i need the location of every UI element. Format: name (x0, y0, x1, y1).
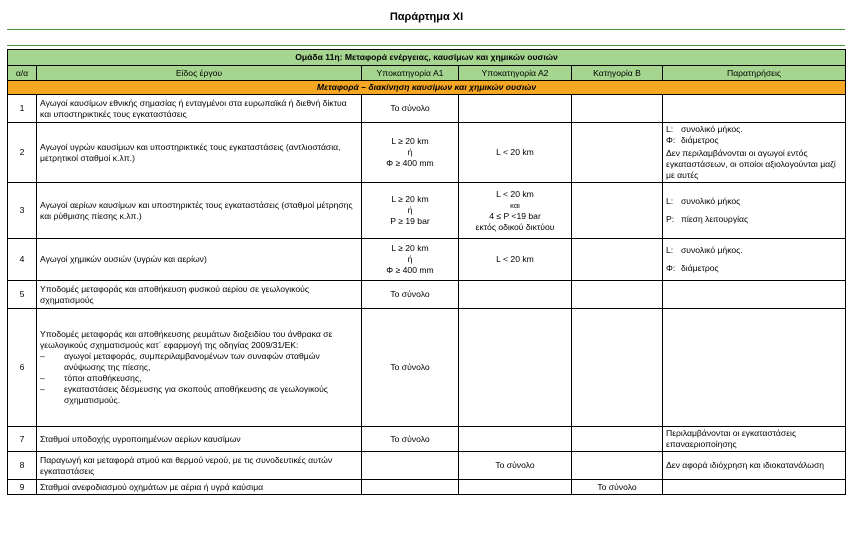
project-type-bullet (40, 384, 358, 406)
note-text: συνολικό μήκος. (681, 124, 743, 134)
category-b-cell (572, 239, 663, 281)
section-header-row (8, 81, 846, 95)
note-key: L: (666, 196, 674, 206)
bullet-dash: – (40, 384, 45, 394)
table-top-divider (7, 45, 845, 46)
category-a2-line: εκτός οδικού δικτύου (475, 221, 555, 232)
row-number: 5 (8, 281, 37, 309)
table-row (8, 480, 846, 495)
notes-cell (663, 183, 846, 239)
row-number: 3 (8, 183, 37, 239)
note-line (666, 196, 842, 207)
category-a1-cell (362, 183, 459, 239)
category-a1-cell (362, 480, 459, 495)
note-key: L: (666, 245, 674, 255)
bullet-dash: – (40, 351, 45, 361)
note-text: συνολικό μήκος (681, 196, 741, 206)
note-text: Περιλαμβάνονται οι εγκαταστάσεις επαναεριοποίησης (666, 428, 797, 449)
category-b-cell (572, 95, 663, 123)
category-b-cell (572, 452, 663, 480)
category-a1-cell (362, 123, 459, 183)
row-number: 7 (8, 427, 37, 452)
note-text: Δεν περιλαμβάνονται οι αγωγοί εντός εγκαταστάσεων, οι οποίοι αξιολογούνται μαζί με αυτές (666, 148, 836, 180)
category-a1-line: Το σύνολο (390, 433, 430, 444)
note-text: πίεση λειτουργίας (681, 214, 749, 224)
category-a1-line: L ≥ 20 km (391, 136, 429, 146)
note-key: P: (666, 214, 675, 224)
category-b-cell (572, 309, 663, 427)
category-a2-cell (459, 183, 572, 239)
column-header-row (8, 66, 846, 81)
row-number: 4 (8, 239, 37, 281)
notes-cell (663, 123, 846, 183)
project-type: Αγωγοί αερίων καυσίμων και υποστηρικτές τους εγκαταστάσεις (σταθμοί μέτρησης και ρύθμισης πίεσης κ.λπ.) (40, 199, 353, 221)
column-header-num: α/α (8, 66, 37, 81)
project-type-bullet (40, 351, 358, 373)
category-b-cell (572, 427, 663, 452)
category-a1-line: Φ ≥ 400 mm (386, 265, 434, 275)
category-a1-line: L ≥ 20 km (391, 194, 429, 204)
notes-cell (663, 239, 846, 281)
note-text: διάμετρος (681, 263, 719, 273)
category-a2-line: και (510, 200, 520, 210)
bullet-text: τόποι αποθήκευσης, (64, 373, 142, 383)
category-a1-line: Το σύνολο (390, 103, 430, 113)
note-key: Φ: (666, 263, 676, 273)
category-a1-line: Φ ≥ 400 mm (386, 158, 434, 168)
project-type: Σταθμοί υποδοχής υγροποιημένων αερίων καυσίμων (40, 433, 241, 444)
category-b-cell (572, 123, 663, 183)
note-line (666, 124, 842, 135)
category-a1-line: ή (407, 254, 413, 264)
project-type: Υποδομές μεταφοράς και αποθήκευση φυσικού αερίου σε γεωλογικούς σχηματισμούς (40, 283, 309, 305)
note-line (666, 214, 842, 225)
note-text: Δεν αφορά ιδιόχρηση και ιδιοκατανάλωση (666, 460, 825, 470)
note-line (666, 263, 842, 274)
category-a1-cell (362, 452, 459, 480)
bullet-dash: – (40, 373, 45, 383)
project-type: Αγωγοί καυσίμων εθνικής σημασίας ή ενταγμένοι στα ευρωπαϊκά ή διεθνή δίκτυα και υποστηρικτικές τους εγκαταστάσεις (40, 97, 347, 119)
project-type-cell (37, 427, 362, 452)
category-a1-cell (362, 95, 459, 123)
note-line (666, 148, 842, 181)
category-a2-cell (459, 309, 572, 427)
row-number: 8 (8, 452, 37, 480)
category-a1-line: Το σύνολο (390, 362, 430, 372)
project-type: Αγωγοί υγρών καυσίμων και υποστηρικτικές τους εγκαταστάσεις (αντλιοστάσια, μετρητικοί σταθμοί κ.λπ.) (40, 141, 341, 163)
column-header-type: Είδος έργου (37, 66, 362, 81)
category-a2-cell (459, 480, 572, 495)
section-title: Μεταφορά – διακίνηση καυσίμων και χημικών ουσιών (8, 81, 846, 95)
bullet-text: εγκαταστάσεις δέσμευσης για σκοπούς αποθήκευσης σε γεωλογικούς σχηματισμούς. (64, 384, 328, 405)
category-a2-line: Το σύνολο (495, 460, 535, 470)
project-type-cell (37, 452, 362, 480)
category-a2-line: L < 20 km (496, 147, 534, 157)
project-type-bullet (40, 373, 358, 384)
table-row (8, 95, 846, 123)
category-b-line: Το σύνολο (597, 481, 637, 492)
row-number: 2 (8, 123, 37, 183)
category-b-cell (572, 183, 663, 239)
project-type-cell (37, 123, 362, 183)
category-a2-cell (459, 281, 572, 309)
note-line (666, 245, 842, 256)
table-row (8, 239, 846, 281)
project-type: Σταθμοί ανεφοδιασμού οχημάτων με αέρια ή υγρά καύσιμα (40, 481, 264, 492)
note-line (666, 135, 842, 146)
note-line (666, 428, 842, 450)
category-b-cell (572, 281, 663, 309)
project-type: Υποδομές μεταφοράς και αποθήκευσης ρευμάτων διοξειδίου του άνθρακα σε γεωλογικούς σχηματισμούς κατ΄ εφαρμογή της οδηγίας 2009/31/ΕΚ: (40, 329, 333, 350)
category-b-cell (572, 480, 663, 495)
note-text: διάμετρος (681, 135, 719, 145)
table-row (8, 309, 846, 427)
notes-cell (663, 427, 846, 452)
category-a1-cell (362, 309, 459, 427)
category-a1-cell (362, 427, 459, 452)
category-a1-cell (362, 281, 459, 309)
project-type: Αγωγοί χημικών ουσιών (υγρών και αερίων) (40, 254, 207, 264)
title-divider (7, 29, 845, 30)
project-type-cell (37, 281, 362, 309)
category-a2-line: L < 20 km (496, 254, 534, 264)
column-header-a1: Υποκατηγορία Α1 (362, 66, 459, 81)
category-a2-cell (459, 95, 572, 123)
project-type-cell (37, 183, 362, 239)
project-type-cell (37, 95, 362, 123)
group-header-row (8, 50, 846, 66)
notes-cell (663, 480, 846, 495)
projects-table (7, 49, 846, 495)
notes-cell (663, 281, 846, 309)
notes-cell (663, 309, 846, 427)
note-text: συνολικό μήκος. (681, 245, 743, 255)
table-row (8, 183, 846, 239)
category-a2-cell (459, 427, 572, 452)
note-key: Φ: (666, 135, 676, 145)
category-a2-cell (459, 123, 572, 183)
table-row (8, 452, 846, 480)
project-type: Παραγωγή και μεταφορά ατμού και θερμού νερού, με τις συνοδευτικές αυτών εγκαταστάσεις (40, 454, 333, 476)
category-a1-line: Το σύνολο (390, 289, 430, 299)
note-line (666, 460, 842, 471)
project-type-cell (37, 480, 362, 495)
category-a1-line: ή (407, 205, 413, 215)
category-a2-cell (459, 452, 572, 480)
row-number: 6 (8, 309, 37, 427)
page-title: Παράρτημα XI (389, 11, 464, 23)
category-a1-cell (362, 239, 459, 281)
category-a1-line: P ≥ 19 bar (390, 216, 430, 226)
note-key: L: (666, 124, 674, 134)
project-type-cell (37, 309, 362, 427)
category-a1-line: L ≥ 20 km (391, 243, 429, 253)
row-number: 1 (8, 95, 37, 123)
table-row (8, 123, 846, 183)
category-a2-line: L < 20 km (496, 188, 534, 199)
notes-cell (663, 95, 846, 123)
column-header-b: Κατηγορία Β (572, 66, 663, 81)
category-a2-cell (459, 239, 572, 281)
table-row (8, 281, 846, 309)
group-title: Ομάδα 11η: Μεταφορά ενέργειας, καυσίμων και χημικών ουσιών (8, 50, 846, 66)
project-type-cell (37, 239, 362, 281)
notes-cell (663, 452, 846, 480)
column-header-notes: Παρατηρήσεις (663, 66, 846, 81)
table-row (8, 427, 846, 452)
column-header-a2: Υποκατηγορία Α2 (459, 66, 572, 81)
category-a2-line: 4 ≤ P <19 bar (489, 210, 541, 221)
category-a1-line: ή (407, 147, 413, 157)
bullet-text: αγωγοί μεταφοράς, συμπεριλαμβανομένων των συναφών σταθμών ανύψωσης της πίεσης, (64, 351, 320, 372)
row-number: 9 (8, 480, 37, 495)
